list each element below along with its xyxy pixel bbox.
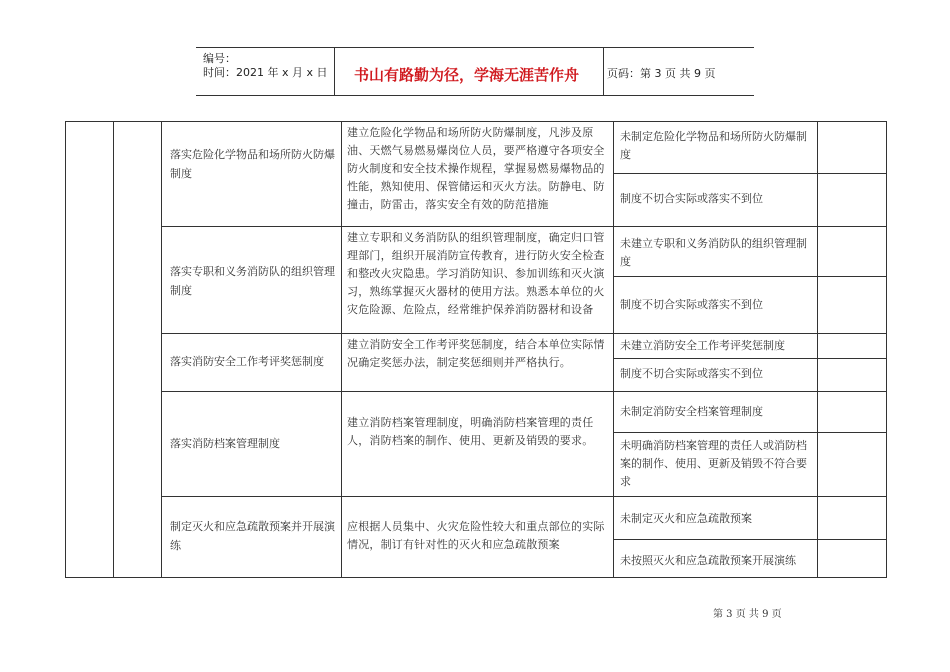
issue-cell: 未制定消防安全档案管理制度 [620,405,763,418]
item-cell: 落实专职和义务消防队的组织管理制度 [170,265,335,297]
issue-cell: 制度不切合实际或落实不到位 [620,298,763,311]
issue-cell: 未制定危险化学物品和场所防火防爆制度 [620,130,807,161]
issue-cell: 未按照灭火和应急疏散预案开展演练 [620,554,796,567]
requirement-cell: 应根据人员集中、火灾危险性较大和重点部位的实际情况，制订有针对性的灭火和应急疏散预案 [347,520,605,551]
issue-cell: 未制定灭火和应急疏散预案 [620,512,752,525]
issue-cell: 制度不切合实际或落实不到位 [620,192,763,205]
header-motto: 书山有路勤为径，学海无涯苦作舟 [354,66,580,84]
issue-cell: 未建立消防安全工作考评奖惩制度 [620,339,785,352]
issue-cell: 制度不切合实际或落实不到位 [620,367,763,380]
item-cell: 落实危险化学物品和场所防火防爆制度 [170,148,335,180]
item-cell: 制定灭火和应急疏散预案并开展演练 [170,520,335,552]
document-date-label: 时间：2021 年 x 月 x 日 [203,66,328,79]
document-number-label: 编号： [203,52,236,65]
requirement-cell: 建立消防档案管理制度，明确消防档案管理的责任人，消防档案的制作、使用、更新及销毁的要求。 [347,416,594,447]
issue-cell: 未建立专职和义务消防队的组织管理制度 [620,237,807,268]
page-footer: 第 3 页 共 9 页 [713,609,782,620]
item-cell: 落实消防安全工作考评奖惩制度 [170,355,324,368]
item-cell: 落实消防档案管理制度 [170,437,280,450]
requirement-cell: 建立危险化学物品和场所防火防爆制度，凡涉及原油、天燃气易燃易爆岗位人员，要严格遵守各项安全防火制度和安全技术操作规程，掌握易燃易爆物品的性能，熟知使用、保管储运和灭火方法。防静电、防撞击，防雷击，落实安全有效的防范措施 [347,126,605,211]
requirement-cell: 建立消防安全工作考评奖惩制度，结合本单位实际情况确定奖惩办法，制定奖惩细则并严格执行。 [347,338,605,369]
issue-cell: 未明确消防档案管理的责任人或消防档案的制作、使用、更新及销毁不符合要求 [620,439,807,488]
requirement-cell: 建立专职和义务消防队的组织管理制度，确定归口管理部门，组织开展消防宣传教育，进行防火安全检查和整改火灾隐患。学习消防知识、参加训练和灭火演习，熟练掌握灭火器材的使用方法。熟悉本单位的火灾危险源、危险点，经常维护保养消防器材和设备 [347,231,605,316]
header-page-label: 页码：第 3 页 共 9 页 [607,67,716,80]
